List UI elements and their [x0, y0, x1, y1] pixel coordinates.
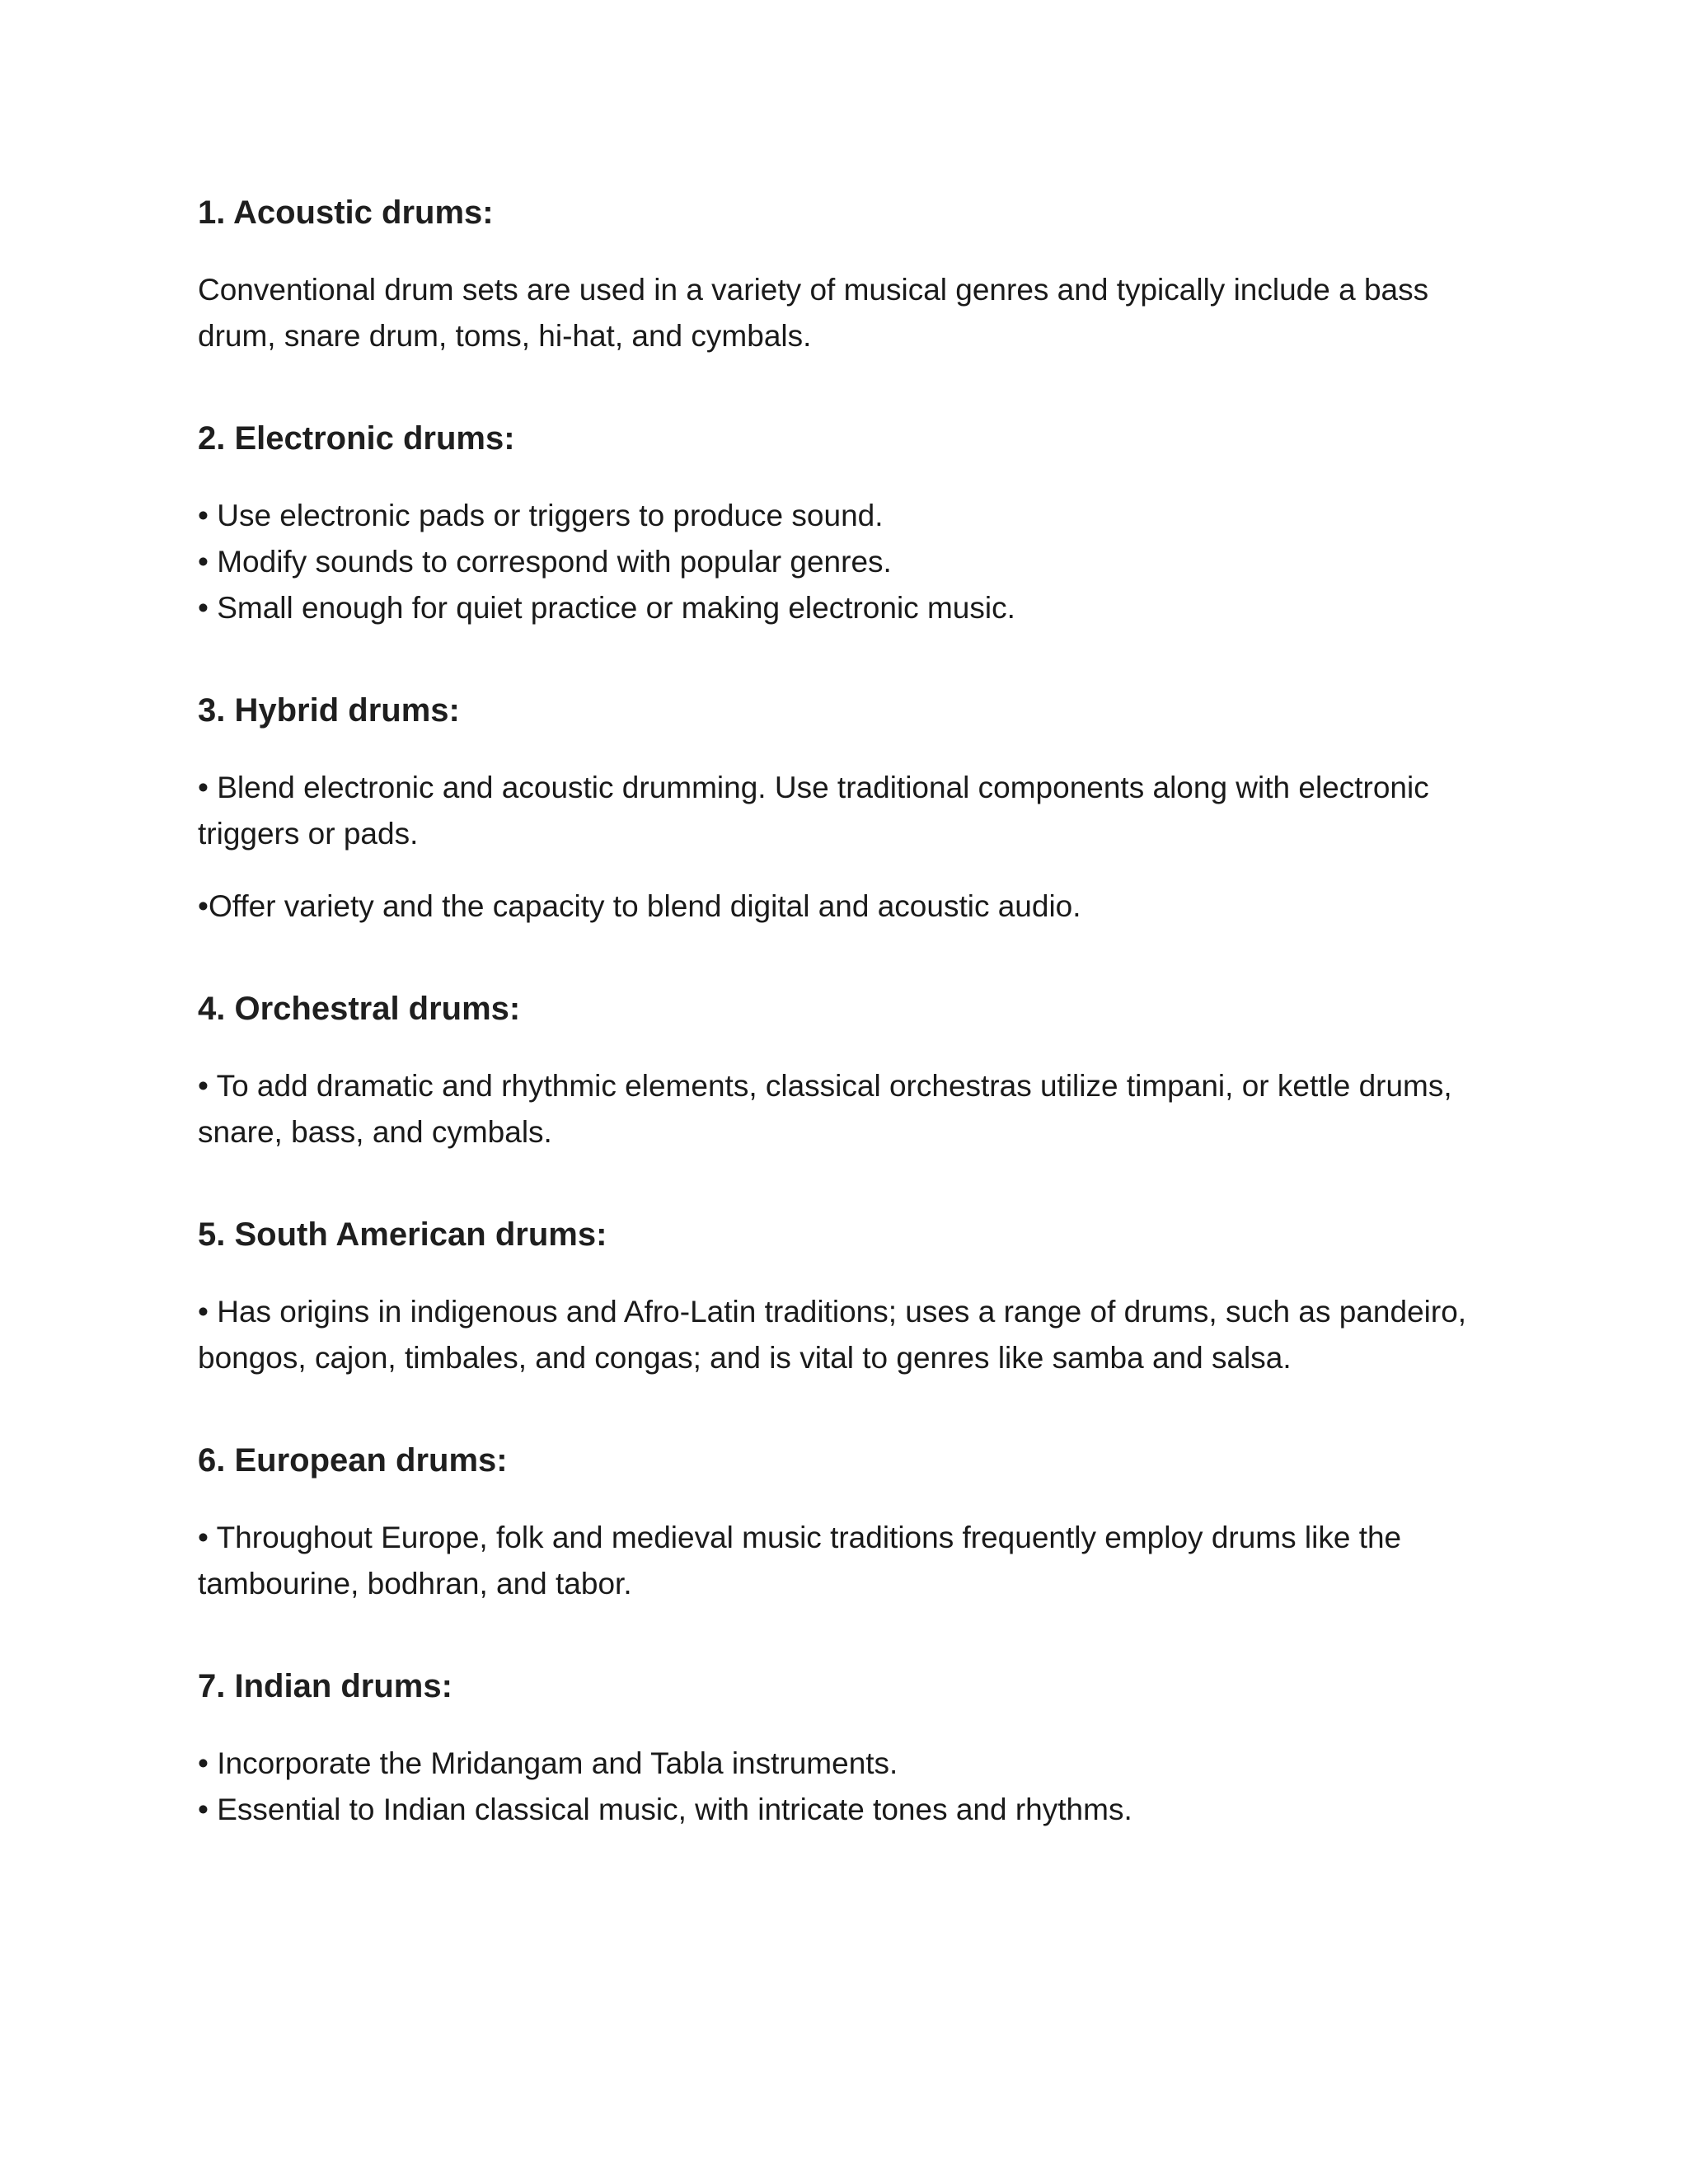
- section-indian-drums: [198, 1663, 1500, 1833]
- bullet-item: • Essential to Indian classical music, with intricate tones and rhythms.: [198, 1793, 1132, 1826]
- section-orchestral-drums: [198, 986, 1500, 1155]
- document-body: [198, 190, 1500, 1833]
- bullet-item: • Incorporate the Mridangam and Tabla instruments.: [198, 1746, 898, 1780]
- bullet-item: • Has origins in indigenous and Afro-Latin traditions; uses a range of drums, such as pandeiro, bongos, cajon, timbales, and congas; and is vital to genres like samba and salsa.: [198, 1295, 1467, 1375]
- section-hybrid-drums: [198, 687, 1500, 930]
- bullet-item: • Blend electronic and acoustic drumming. Use traditional components along with electronic triggers or pads.: [198, 771, 1429, 851]
- bullet-item: •Offer variety and the capacity to blend digital and acoustic audio.: [198, 889, 1081, 923]
- section-heading: 1. Acoustic drums:: [198, 194, 494, 231]
- bullet-item: • Throughout Europe, folk and medieval music traditions frequently employ drums like the tambourine, bodhran, and tabor.: [198, 1521, 1402, 1601]
- section-heading: 2. Electronic drums:: [198, 420, 515, 457]
- bullet-item: • To add dramatic and rhythmic elements, classical orchestras utilize timpani, or kettle drums, snare, bass, and cymbals.: [198, 1069, 1452, 1149]
- section-heading: 3. Hybrid drums:: [198, 692, 460, 729]
- section-heading: 7. Indian drums:: [198, 1668, 452, 1704]
- section-acoustic-drums: [198, 190, 1500, 359]
- section-heading: 6. European drums:: [198, 1442, 508, 1479]
- section-heading: 5. South American drums:: [198, 1216, 607, 1253]
- bullet-item: • Use electronic pads or triggers to produce sound.: [198, 499, 884, 532]
- section-paragraph: Conventional drum sets are used in a variety of musical genres and typically include a bass drum, snare drum, toms, hi-hat, and cymbals.: [198, 273, 1429, 353]
- bullet-item: • Modify sounds to correspond with popular genres.: [198, 545, 892, 579]
- section-south-american-drums: [198, 1212, 1500, 1381]
- section-heading: 4. Orchestral drums:: [198, 991, 521, 1027]
- section-european-drums: [198, 1437, 1500, 1607]
- bullet-item: • Small enough for quiet practice or making electronic music.: [198, 591, 1015, 625]
- section-electronic-drums: [198, 415, 1500, 631]
